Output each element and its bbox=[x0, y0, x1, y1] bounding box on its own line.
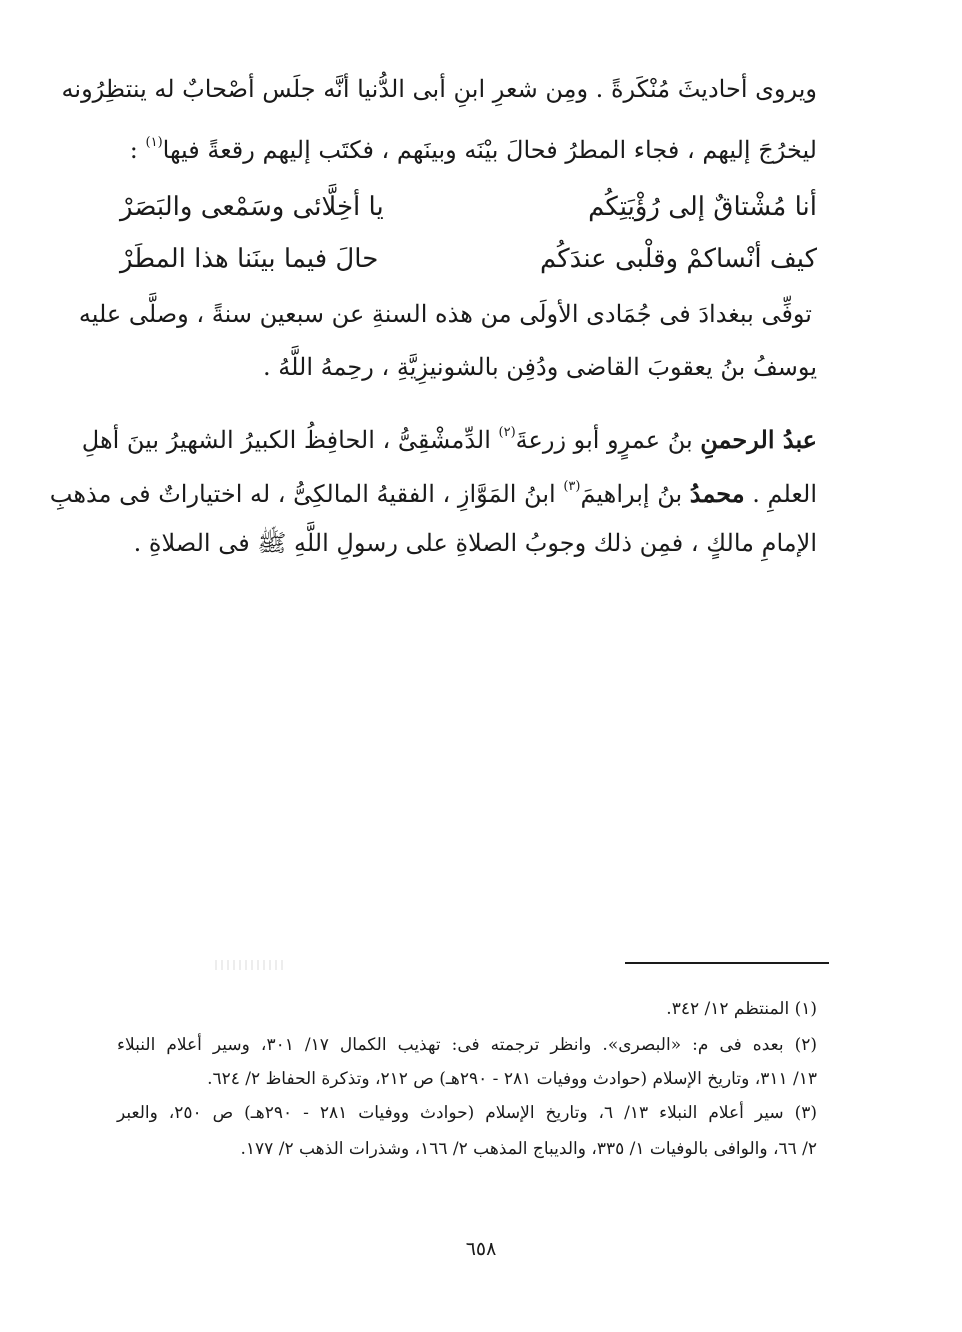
text-run: بنُ عمرٍو أبو زرعةَ bbox=[515, 426, 701, 454]
footnote-marker-2: (٢) bbox=[498, 425, 516, 440]
paragraph-3-line-1 bbox=[82, 416, 817, 457]
paragraph-2-line-1: توفِّى ببغدادَ فى جُمَادى الأولَى من هذه السنةِ عن سبعين سنةً ، وصلَّى عليه bbox=[78, 300, 812, 328]
text-run: : bbox=[129, 136, 146, 164]
verse-1-first-hemistich: أنا مُشْتاقٌ إلى رُؤْيَتِكُم bbox=[588, 192, 817, 222]
page-number: ٦٥٨ bbox=[465, 1238, 497, 1260]
footnote-3-line-1: (٣) سير أعلام النبلاء ١٣/ ٦، وتاريخ الإسلام (حوادث ووفيات ٢٨١ - ٢٩٠هـ) ص ٢٥٠، والعبر bbox=[117, 1103, 817, 1123]
text-run: العلمِ . bbox=[744, 480, 817, 508]
verse-2-second-hemistich: حالَ فيما بينَنا هذا المطَرْ bbox=[120, 244, 379, 274]
footnote-3-line-2: ٢/ ٦٦، والوافى بالوفيات ١/ ٣٣٥، والديباج المذهب ٢/ ١٦٦، وشذرات الذهب ٢/ ١٧٧. bbox=[240, 1139, 817, 1159]
paragraph-1-line-1: ويروى أحاديثَ مُنْكَرةً . ومِن شعرِ ابنِ أبى الدُّنيا أنَّه جلَس أصْحابٌ له ينتظِرُونه bbox=[61, 75, 817, 103]
footnote-2-line-1: (٢) بعده فى م: «البصرى». وانظر ترجمته فى: تهذيب الكمال ١٧/ ٣٠١، وسير أعلام النبلاء bbox=[117, 1035, 818, 1055]
footnote-2-line-2: ١٣/ ٣١١، وتاريخ الإسلام (حوادث ووفيات ٢٨١ - ٢٩٠هـ) ص ٢١٢، وتذكرة الحفاظ ٢/ ٦٢٤. bbox=[207, 1069, 817, 1089]
text-run: الدِّمشْقِىُّ ، الحافِظُ الكبيرُ الشهيرُ بينَ أهلِ bbox=[81, 426, 499, 454]
footnote-marker-3: (٣) bbox=[563, 479, 581, 494]
verse-1-second-hemistich: يا أخِلَّائى وسَمْعى والبَصَرْ bbox=[120, 192, 384, 222]
text-run: ليخرُجَ إليهم ، فجاء المطرُ فحالَ بيْنَه وبينَهم ، فكتَب إليهم رقعةً فيها bbox=[162, 136, 817, 164]
entry-name-muhammad: محمدُ bbox=[689, 479, 745, 508]
entry-name-abd-al-rahman: عبدُ الرحمنِ bbox=[700, 425, 817, 454]
text-run: ابنُ المَوَّازِ ، الفقيهُ المالكِىُّ ، له اختياراتٌ فى مذهبِ bbox=[49, 480, 564, 508]
footnote-marker-1: (١) bbox=[145, 135, 163, 150]
paragraph-2-line-2: يوسفُ بنُ يعقوبَ القاضى ودُفِن بالشونيزِيَّةِ ، رحِمهُ اللَّهُ . bbox=[262, 353, 817, 381]
scan-artifact bbox=[215, 960, 285, 970]
footnote-separator bbox=[625, 962, 829, 964]
text-run: بنُ إبراهيمَ bbox=[580, 480, 690, 508]
verse-2-first-hemistich: كيف أنْساكمْ وقلْبى عندَكُم bbox=[540, 244, 817, 274]
paragraph-3-line-2 bbox=[50, 470, 817, 511]
footnote-1: (١) المنتظم ١٢/ ٣٤٢. bbox=[666, 999, 817, 1019]
paragraph-3-line-3: الإمامِ مالكٍ ، فمِن ذلك وجوبُ الصلاةِ على رسولِ اللَّهِ ﷺ فى الصلاةِ . bbox=[133, 529, 817, 557]
paragraph-1-line-2 bbox=[130, 126, 817, 167]
